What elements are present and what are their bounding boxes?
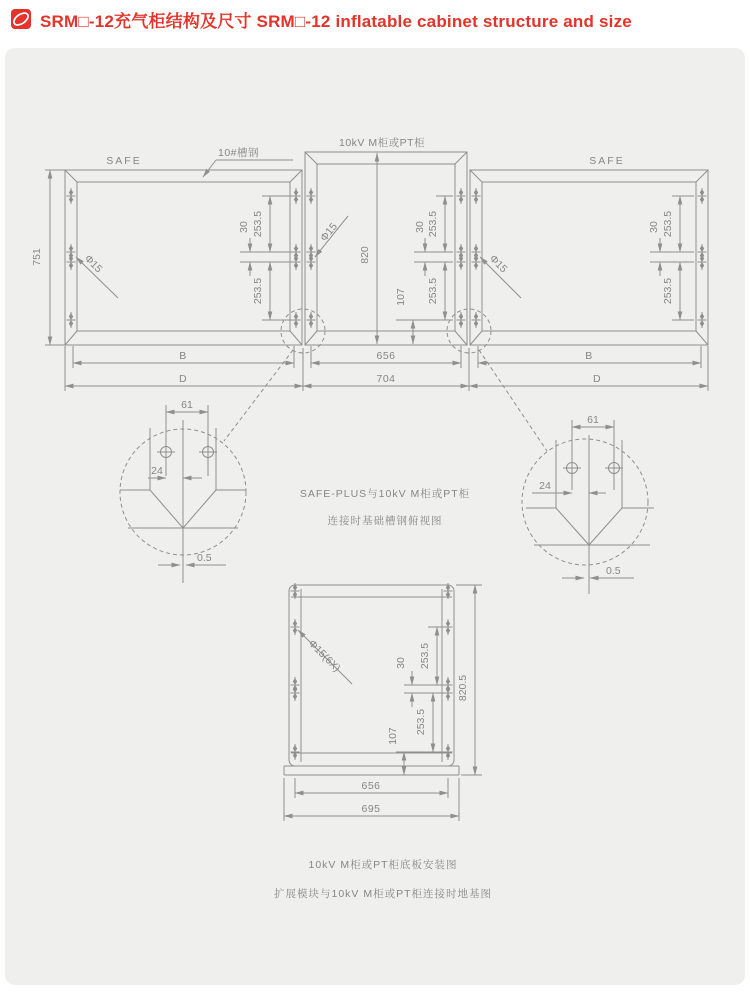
svg-text:61: 61	[181, 399, 193, 411]
plate-width-dims	[284, 778, 459, 821]
svg-text:Φ15: Φ15	[486, 252, 510, 276]
svg-text:253.5: 253.5	[252, 210, 264, 238]
page-title: SRM□-12充气柜结构及尺寸 SRM□-12 inflatable cabinet structure and size	[40, 11, 632, 31]
right-joint-detail	[522, 414, 654, 594]
svg-text:253.5: 253.5	[427, 210, 439, 238]
middle-cabinet-frame	[305, 152, 467, 345]
svg-text:253.5: 253.5	[662, 277, 674, 305]
svg-text:704: 704	[376, 373, 396, 385]
svg-text:B: B	[179, 350, 187, 362]
left-joint-detail	[120, 399, 246, 583]
svg-text:820.5: 820.5	[457, 674, 469, 702]
svg-text:30: 30	[395, 657, 407, 669]
svg-text:253.5: 253.5	[427, 277, 439, 305]
bottom-caption-line2: 扩展模块与10kV M柜或PT柜连接时地基图	[273, 888, 493, 900]
svg-text:751: 751	[31, 248, 43, 266]
svg-text:107: 107	[387, 727, 399, 745]
left-frame-row-dims	[238, 196, 292, 320]
anchor-bolt-markers	[67, 188, 707, 328]
middle-cabinet-label: 10kV M柜或PT柜	[338, 137, 426, 149]
dim-751	[31, 170, 65, 345]
svg-text:D: D	[592, 373, 602, 385]
top-view	[31, 136, 708, 451]
svg-text:656: 656	[376, 350, 396, 362]
svg-text:695: 695	[361, 803, 381, 815]
width-dim-chain	[65, 346, 708, 391]
safe-label-left: SAFE	[106, 155, 142, 167]
svg-text:Φ15: Φ15	[318, 220, 340, 244]
channel-steel-callout	[203, 146, 293, 177]
svg-text:253.5: 253.5	[415, 708, 427, 736]
svg-text:30: 30	[648, 221, 660, 233]
bottom-caption-line1: 10kV M柜或PT柜底板安装图	[308, 859, 458, 871]
safe-label-right: SAFE	[589, 155, 625, 167]
channel-steel-label: 10#槽钢	[218, 147, 260, 159]
svg-text:Φ15: Φ15	[81, 252, 105, 276]
svg-text:253.5: 253.5	[252, 277, 264, 305]
svg-text:0.5: 0.5	[606, 565, 621, 577]
svg-text:107: 107	[395, 288, 407, 306]
svg-text:B: B	[585, 350, 593, 362]
plate-bolt-markers	[291, 583, 453, 760]
svg-text:30: 30	[238, 221, 250, 233]
svg-text:30: 30	[414, 221, 426, 233]
svg-text:0.5: 0.5	[197, 552, 212, 564]
svg-text:656: 656	[361, 780, 381, 792]
svg-text:D: D	[178, 373, 188, 385]
svg-text:820: 820	[359, 246, 371, 264]
right-frame-row-dims	[648, 196, 694, 320]
middle-frame-row-dims	[395, 196, 453, 344]
svg-text:253.5: 253.5	[419, 642, 431, 670]
phi15-6x-label: Φ15(6X)	[305, 637, 343, 675]
svg-text:24: 24	[151, 465, 163, 477]
base-plate-view	[284, 583, 482, 821]
svg-text:253.5: 253.5	[662, 210, 674, 238]
mid-caption-line1: SAFE-PLUS与10kV M柜或PT柜	[299, 488, 471, 500]
mid-caption-line2: 连接时基础槽钢俯视图	[327, 515, 443, 527]
svg-text:61: 61	[587, 414, 599, 426]
dim-820	[359, 153, 377, 344]
dim-820-5	[456, 585, 482, 775]
phi15-callouts	[76, 216, 521, 298]
svg-text:24: 24	[539, 480, 551, 492]
